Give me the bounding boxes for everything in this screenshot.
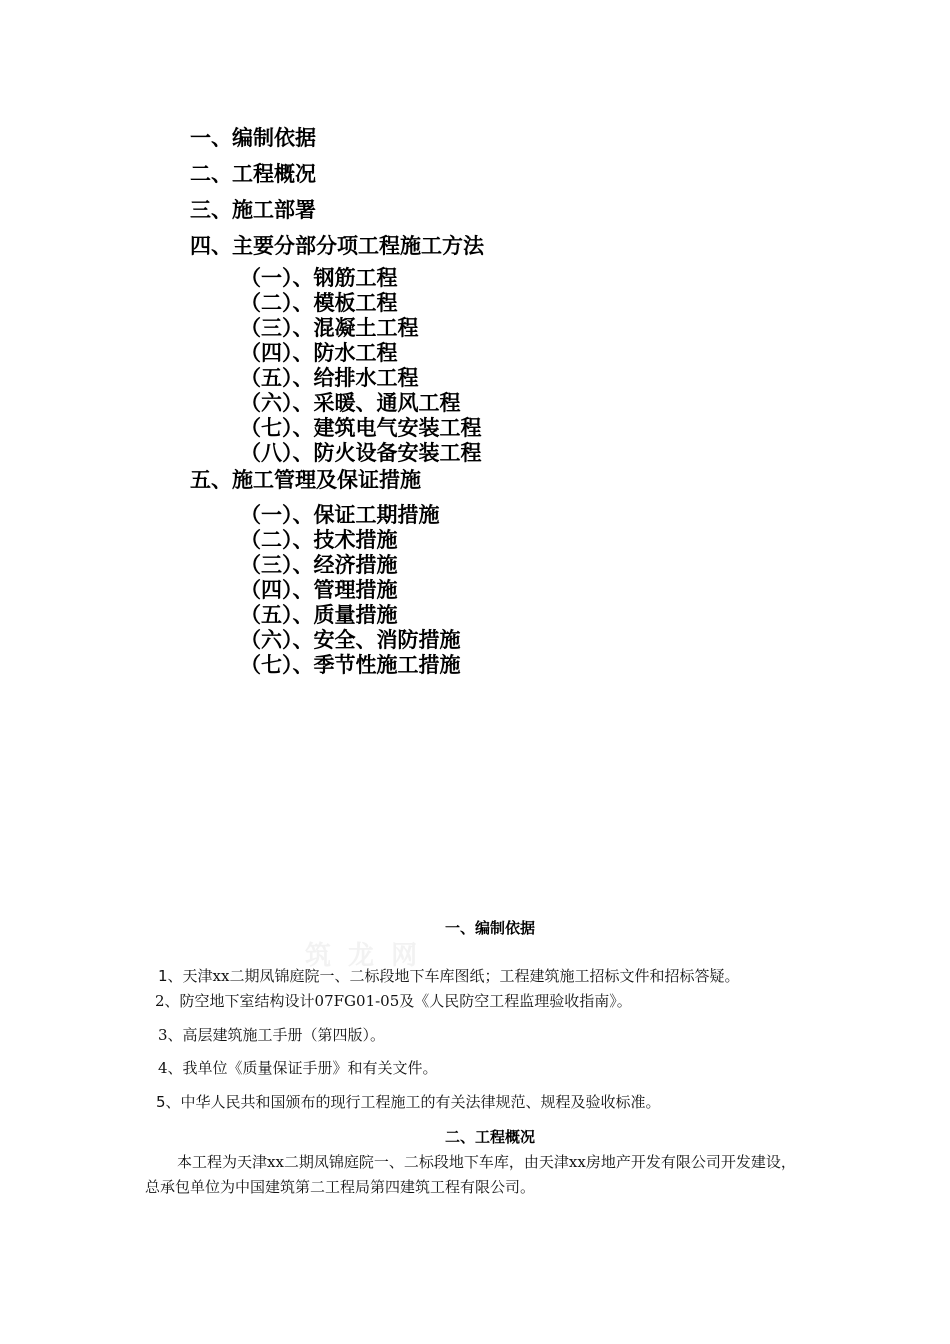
toc-section: 三、施工部署	[190, 198, 316, 222]
basis-item-text: 中华人民共和国颁布的现行工程施工的有关法律规范、规程及验收标准。	[180, 1093, 661, 1111]
toc-section: 二、工程概况	[190, 162, 316, 186]
section-title-overview: 二、工程概况	[444, 1128, 535, 1146]
basis-item-number: 3、	[158, 1026, 183, 1044]
basis-item-text: 天津xx二期凤锦庭院一、二标段地下车库图纸；工程建筑施工招标文件和招标答疑。	[182, 967, 740, 985]
basis-item	[158, 1024, 385, 1045]
toc-subsection: （六）、采暖、通风工程	[240, 391, 461, 415]
watermark: 筑 龙 网	[305, 941, 422, 971]
basis-item-number: 4、	[158, 1059, 183, 1077]
toc-subsection: （二）、技术措施	[240, 528, 398, 552]
basis-item	[158, 1057, 438, 1078]
basis-item-number: 1、	[158, 967, 183, 985]
basis-item	[158, 965, 739, 986]
basis-item-text: 高层建筑施工手册（第四版）。	[182, 1026, 386, 1044]
toc-subsection-list	[190, 503, 810, 678]
toc-subsection: （四）、管理措施	[240, 578, 398, 602]
toc-subsection: （一）、钢筋工程	[240, 266, 398, 290]
toc-subsection: （六）、安全、消防措施	[240, 628, 461, 652]
toc-subsection: （一）、保证工期措施	[240, 503, 440, 527]
toc-subsection: （五）、给排水工程	[240, 366, 419, 390]
toc-section: 四、主要分部分项工程施工方法	[190, 234, 484, 258]
basis-item	[156, 1091, 661, 1112]
toc-section: 五、施工管理及保证措施	[190, 468, 421, 492]
table-of-contents	[190, 120, 810, 680]
basis-item-number: 2、	[155, 992, 180, 1010]
basis-item-text: 我单位《质量保证手册》和有关文件。	[182, 1059, 438, 1077]
toc-subsection: （二）、模板工程	[240, 291, 398, 315]
toc-section: 一、编制依据	[190, 126, 316, 150]
toc-subsection: （七）、季节性施工措施	[240, 653, 461, 677]
toc-subsection: （三）、混凝土工程	[240, 316, 419, 340]
section-title-basis: 一、编制依据	[444, 919, 535, 937]
toc-subsection: （五）、质量措施	[240, 603, 398, 627]
toc-subsection: （四）、防水工程	[240, 341, 398, 365]
toc-subsection: （三）、经济措施	[240, 553, 398, 577]
toc-subsection: （七）、建筑电气安装工程	[240, 416, 482, 440]
overview-paragraph: 本工程为天津xx二期凤锦庭院一、二标段地下车库，由天津xx房地产开发有限公司开发建设，总承包单位为中国建筑第二工程局第四建筑工程有限公司。	[145, 1153, 796, 1196]
toc-subsection: （八）、防火设备安装工程	[240, 441, 482, 465]
basis-item	[155, 990, 632, 1011]
basis-item-text: 防空地下室结构设计07FG01-05及《人民防空工程监理验收指南》。	[179, 992, 632, 1010]
toc-subsection-list	[190, 266, 810, 466]
basis-item-number: 5、	[156, 1093, 181, 1111]
